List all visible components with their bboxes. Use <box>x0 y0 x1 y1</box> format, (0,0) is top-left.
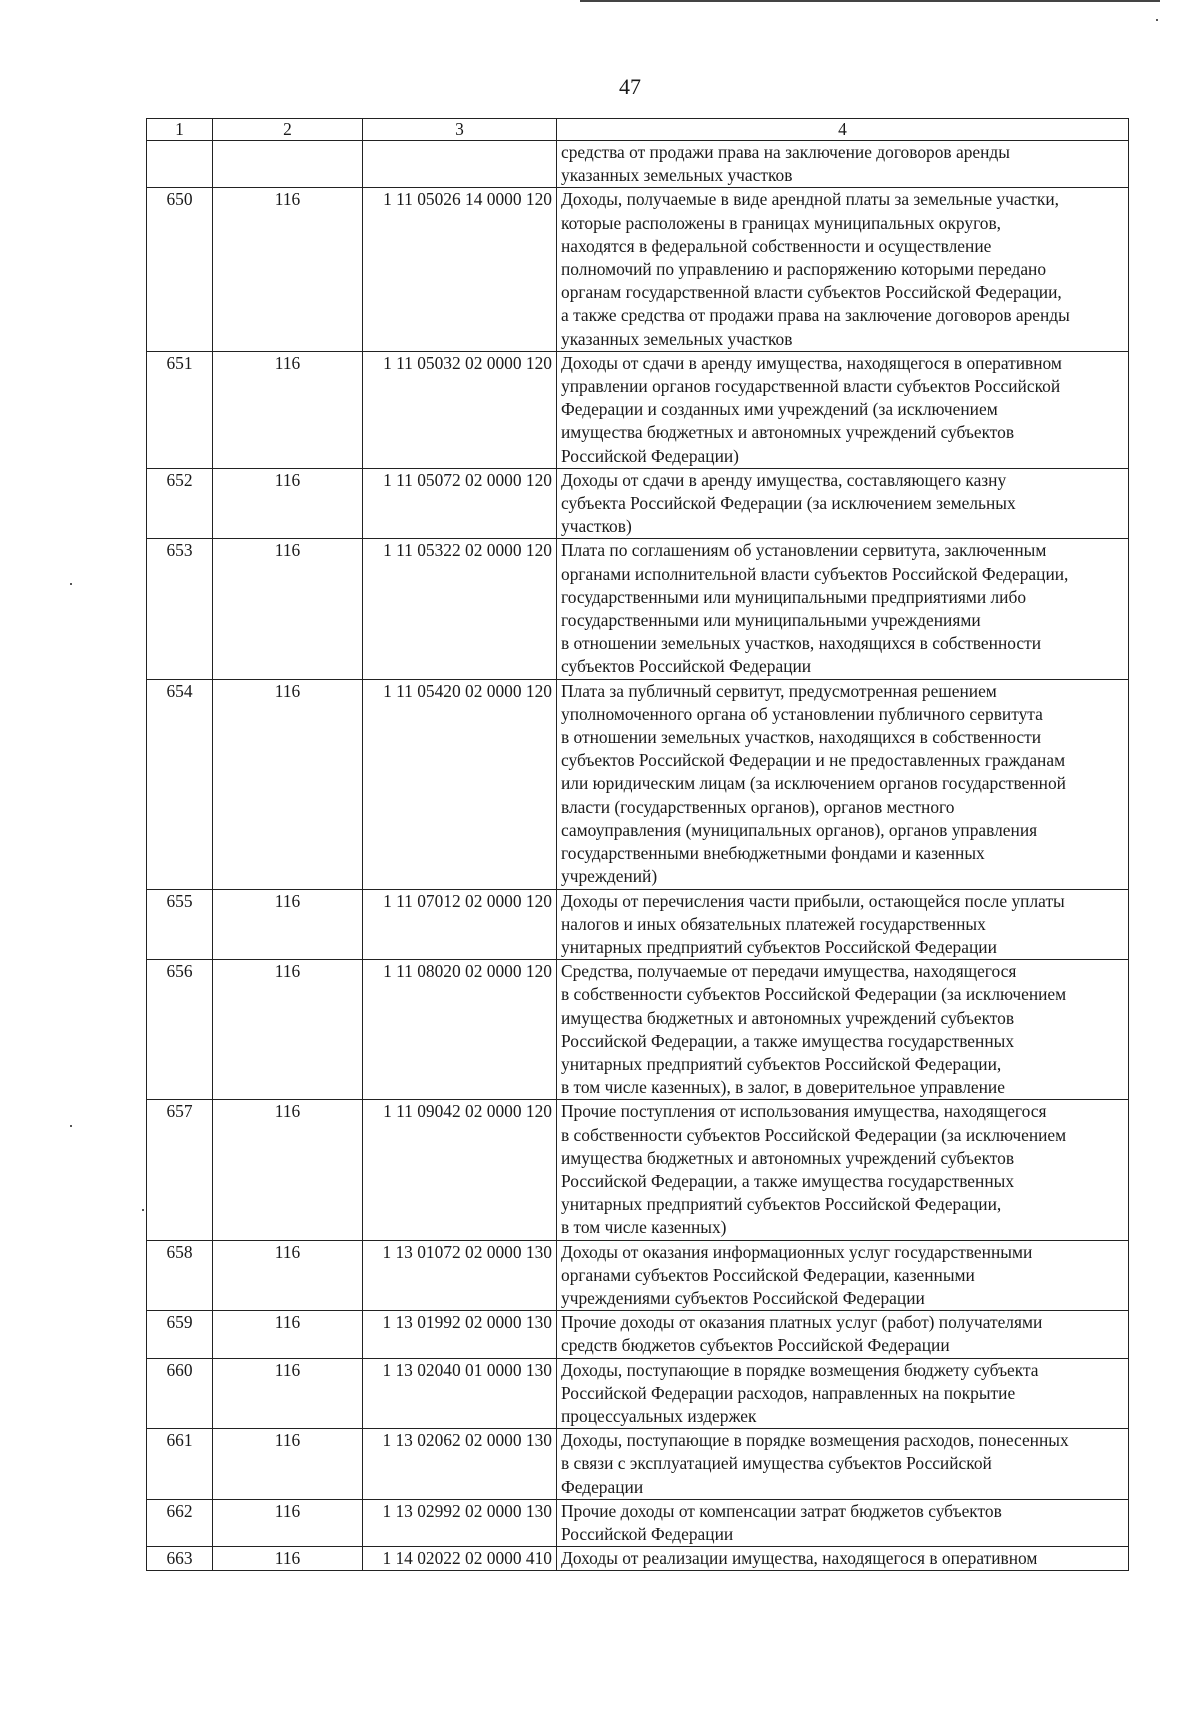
description-line: Прочие поступления от использования имущества, находящегося <box>561 1101 1047 1122</box>
revenue-description-cell <box>557 141 1129 188</box>
row-number-cell: 663 <box>147 1547 213 1571</box>
column-header-4: 4 <box>557 119 1129 141</box>
row-number-cell <box>147 141 213 188</box>
description-line: имущества бюджетных и автономных учреждений субъектов <box>561 1007 1015 1028</box>
description-line: Доходы, поступающие в порядке возмещения расходов, понесенных <box>561 1430 1069 1451</box>
budget-classification-code-cell: 1 11 05032 02 0000 120 <box>363 351 557 468</box>
description-line: указанных земельных участков <box>561 165 793 186</box>
row-number-cell: 657 <box>147 1100 213 1240</box>
description-line: Прочие доходы от компенсации затрат бюджетов субъектов <box>561 1500 1002 1521</box>
revenue-description-cell <box>557 539 1129 679</box>
administrator-code-cell: 116 <box>213 351 363 468</box>
revenue-description-cell <box>557 1499 1129 1546</box>
table-row <box>147 188 1129 351</box>
row-number-cell: 653 <box>147 539 213 679</box>
row-number-cell: 658 <box>147 1240 213 1311</box>
row-number-cell: 659 <box>147 1311 213 1358</box>
revenue-codes-table <box>146 118 1129 1571</box>
description-line: унитарных предприятий субъектов Российской Федерации <box>561 936 997 957</box>
description-line: а также средства от продажи права на заключение договоров аренды <box>561 305 1070 326</box>
budget-classification-code-cell: 1 13 02992 02 0000 130 <box>363 1499 557 1546</box>
scan-speck <box>1156 19 1158 21</box>
row-number-cell: 661 <box>147 1429 213 1500</box>
revenue-description-cell <box>557 1547 1129 1571</box>
revenue-description-cell <box>557 960 1129 1100</box>
description-line: в собственности субъектов Российской Федерации (за исключением <box>561 1124 1067 1145</box>
budget-classification-code-cell: 1 13 01072 02 0000 130 <box>363 1240 557 1311</box>
description-line: Доходы, поступающие в порядке возмещения бюджету субъекта <box>561 1359 1039 1380</box>
description-line: Доходы от сдачи в аренду имущества, составляющего казну <box>561 469 1007 490</box>
revenue-description-cell <box>557 1311 1129 1358</box>
administrator-code-cell: 116 <box>213 1499 363 1546</box>
administrator-code-cell: 116 <box>213 1240 363 1311</box>
budget-classification-code-cell: 1 11 05026 14 0000 120 <box>363 188 557 351</box>
description-line: государственными или муниципальными учреждениями <box>561 610 981 631</box>
table-row <box>147 1240 1129 1311</box>
description-line: Российской Федерации, а также имущества государственных <box>561 1170 1015 1191</box>
row-number-cell: 662 <box>147 1499 213 1546</box>
table-row <box>147 1100 1129 1240</box>
description-line: государственными внебюджетными фондами и казенных <box>561 843 985 864</box>
scan-speck <box>70 583 72 585</box>
table-body <box>147 141 1129 1571</box>
description-line: средства от продажи права на заключение договоров аренды <box>561 142 1010 162</box>
description-line: Плата по соглашениям об установлении сервитута, заключенным <box>561 540 1047 561</box>
row-number-cell: 660 <box>147 1358 213 1429</box>
description-line: самоуправления (муниципальных органов), органов управления <box>561 819 1038 840</box>
administrator-code-cell: 116 <box>213 1100 363 1240</box>
revenue-description-cell <box>557 1240 1129 1311</box>
description-line: налогов и иных обязательных платежей государственных <box>561 913 986 934</box>
revenue-description-cell <box>557 1429 1129 1500</box>
description-line: Прочие доходы от оказания платных услуг (работ) получателями <box>561 1312 1043 1333</box>
page-number: 47 <box>619 74 641 99</box>
description-line: Доходы, получаемые в виде арендной платы за земельные участки, <box>561 189 1059 210</box>
scan-top-rule <box>580 0 1160 2</box>
budget-classification-code-cell: 1 11 05322 02 0000 120 <box>363 539 557 679</box>
table-row <box>147 889 1129 960</box>
description-line: Федерации <box>561 1476 644 1497</box>
revenue-description-cell <box>557 889 1129 960</box>
table-row <box>147 141 1129 188</box>
description-line: процессуальных издержек <box>561 1405 757 1426</box>
description-line: в том числе казенных), в залог, в доверительное управление <box>561 1077 1005 1098</box>
description-line: участков) <box>561 516 632 537</box>
administrator-code-cell: 116 <box>213 1358 363 1429</box>
scan-speck <box>142 1209 144 1211</box>
description-line: субъекта Российской Федерации (за исключением земельных <box>561 493 1016 514</box>
budget-classification-code-cell: 1 11 07012 02 0000 120 <box>363 889 557 960</box>
description-line: Плата за публичный сервитут, предусмотренная решением <box>561 680 997 701</box>
table-row <box>147 1547 1129 1571</box>
administrator-code-cell: 116 <box>213 539 363 679</box>
column-header-2: 2 <box>213 119 363 141</box>
description-line: в том числе казенных) <box>561 1217 727 1238</box>
administrator-code-cell: 116 <box>213 1311 363 1358</box>
budget-classification-code-cell <box>363 141 557 188</box>
table-row <box>147 1358 1129 1429</box>
description-line: имущества бюджетных и автономных учреждений субъектов <box>561 422 1015 443</box>
row-number-cell: 652 <box>147 468 213 539</box>
description-line: указанных земельных участков <box>561 328 793 349</box>
revenue-description-cell <box>557 468 1129 539</box>
description-line: имущества бюджетных и автономных учреждений субъектов <box>561 1147 1015 1168</box>
administrator-code-cell: 116 <box>213 1547 363 1571</box>
budget-classification-code-cell: 1 14 02022 02 0000 410 <box>363 1547 557 1571</box>
table-header-row <box>147 119 1129 141</box>
description-line: Доходы от оказания информационных услуг государственными <box>561 1241 1033 1262</box>
revenue-description-cell <box>557 351 1129 468</box>
description-line: органами субъектов Российской Федерации, казенными <box>561 1264 975 1285</box>
description-line: органами исполнительной власти субъектов Российской Федерации, <box>561 563 1069 584</box>
row-number-cell: 655 <box>147 889 213 960</box>
table-row <box>147 1499 1129 1546</box>
description-line: субъектов Российской Федерации <box>561 656 812 677</box>
description-line: субъектов Российской Федерации и не предоставленных гражданам <box>561 750 1066 771</box>
revenue-description-cell <box>557 1358 1129 1429</box>
row-number-cell: 651 <box>147 351 213 468</box>
description-line: Российской Федерации) <box>561 445 739 466</box>
scan-speck <box>70 1125 72 1127</box>
description-line: полномочий по управлению и распоряжению которыми передано <box>561 259 1047 280</box>
description-line: унитарных предприятий субъектов Российской Федерации, <box>561 1194 1002 1215</box>
administrator-code-cell: 116 <box>213 889 363 960</box>
row-number-cell: 650 <box>147 188 213 351</box>
administrator-code-cell: 116 <box>213 468 363 539</box>
administrator-code-cell <box>213 141 363 188</box>
table-row <box>147 539 1129 679</box>
description-line: Российской Федерации расходов, направленных на покрытие <box>561 1382 1016 1403</box>
budget-classification-code-cell: 1 11 05420 02 0000 120 <box>363 679 557 889</box>
description-line: учреждениями субъектов Российской Федерации <box>561 1287 925 1308</box>
description-line: унитарных предприятий субъектов Российской Федерации, <box>561 1053 1002 1074</box>
budget-classification-code-cell: 1 11 09042 02 0000 120 <box>363 1100 557 1240</box>
table-row <box>147 960 1129 1100</box>
row-number-cell: 654 <box>147 679 213 889</box>
budget-classification-code-cell: 1 13 01992 02 0000 130 <box>363 1311 557 1358</box>
description-line: находятся в федеральной собственности и осуществление <box>561 235 992 256</box>
administrator-code-cell: 116 <box>213 960 363 1100</box>
description-line: Доходы от перечисления части прибыли, остающейся после уплаты <box>561 890 1065 911</box>
description-line: в отношении земельных участков, находящихся в собственности <box>561 727 1041 748</box>
description-line: органам государственной власти субъектов Российской Федерации, <box>561 282 1062 303</box>
revenue-description-cell <box>557 1100 1129 1240</box>
description-line: власти (государственных органов), органов местного <box>561 796 955 817</box>
row-number-cell: 656 <box>147 960 213 1100</box>
budget-classification-code-cell: 1 11 08020 02 0000 120 <box>363 960 557 1100</box>
description-line: государственными или муниципальными предприятиями либо <box>561 586 1027 607</box>
description-line: в связи с эксплуатацией имущества субъектов Российской <box>561 1453 992 1474</box>
description-line: Доходы от реализации имущества, находящегося в оперативном <box>561 1548 1038 1569</box>
description-line: Федерации и созданных ими учреждений (за исключением <box>561 399 998 420</box>
table-row <box>147 351 1129 468</box>
budget-classification-code-cell: 1 11 05072 02 0000 120 <box>363 468 557 539</box>
budget-classification-code-cell: 1 13 02062 02 0000 130 <box>363 1429 557 1500</box>
description-line: уполномоченного органа об установлении публичного сервитута <box>561 703 1043 724</box>
description-line: в отношении земельных участков, находящихся в собственности <box>561 633 1041 654</box>
column-header-1: 1 <box>147 119 213 141</box>
administrator-code-cell: 116 <box>213 1429 363 1500</box>
table-row <box>147 1311 1129 1358</box>
budget-classification-code-cell: 1 13 02040 01 0000 130 <box>363 1358 557 1429</box>
table-row <box>147 468 1129 539</box>
administrator-code-cell: 116 <box>213 188 363 351</box>
description-line: средств бюджетов субъектов Российской Федерации <box>561 1335 950 1356</box>
description-line: Средства, получаемые от передачи имущества, находящегося <box>561 961 1017 982</box>
table-row <box>147 679 1129 889</box>
description-line: или юридическим лицам (за исключением органов государственной <box>561 773 1066 794</box>
column-header-3: 3 <box>363 119 557 141</box>
description-line: которые расположены в границах муниципальных округов, <box>561 212 1002 233</box>
table-row <box>147 1429 1129 1500</box>
description-line: в собственности субъектов Российской Федерации (за исключением <box>561 984 1067 1005</box>
revenue-description-cell <box>557 679 1129 889</box>
revenue-description-cell <box>557 188 1129 351</box>
description-line: учреждений) <box>561 866 658 887</box>
description-line: Доходы от сдачи в аренду имущества, находящегося в оперативном <box>561 352 1062 373</box>
description-line: управлении органов государственной власти субъектов Российской <box>561 376 1061 397</box>
description-line: Российской Федерации, а также имущества государственных <box>561 1030 1015 1051</box>
description-line: Российской Федерации <box>561 1523 734 1544</box>
administrator-code-cell: 116 <box>213 679 363 889</box>
